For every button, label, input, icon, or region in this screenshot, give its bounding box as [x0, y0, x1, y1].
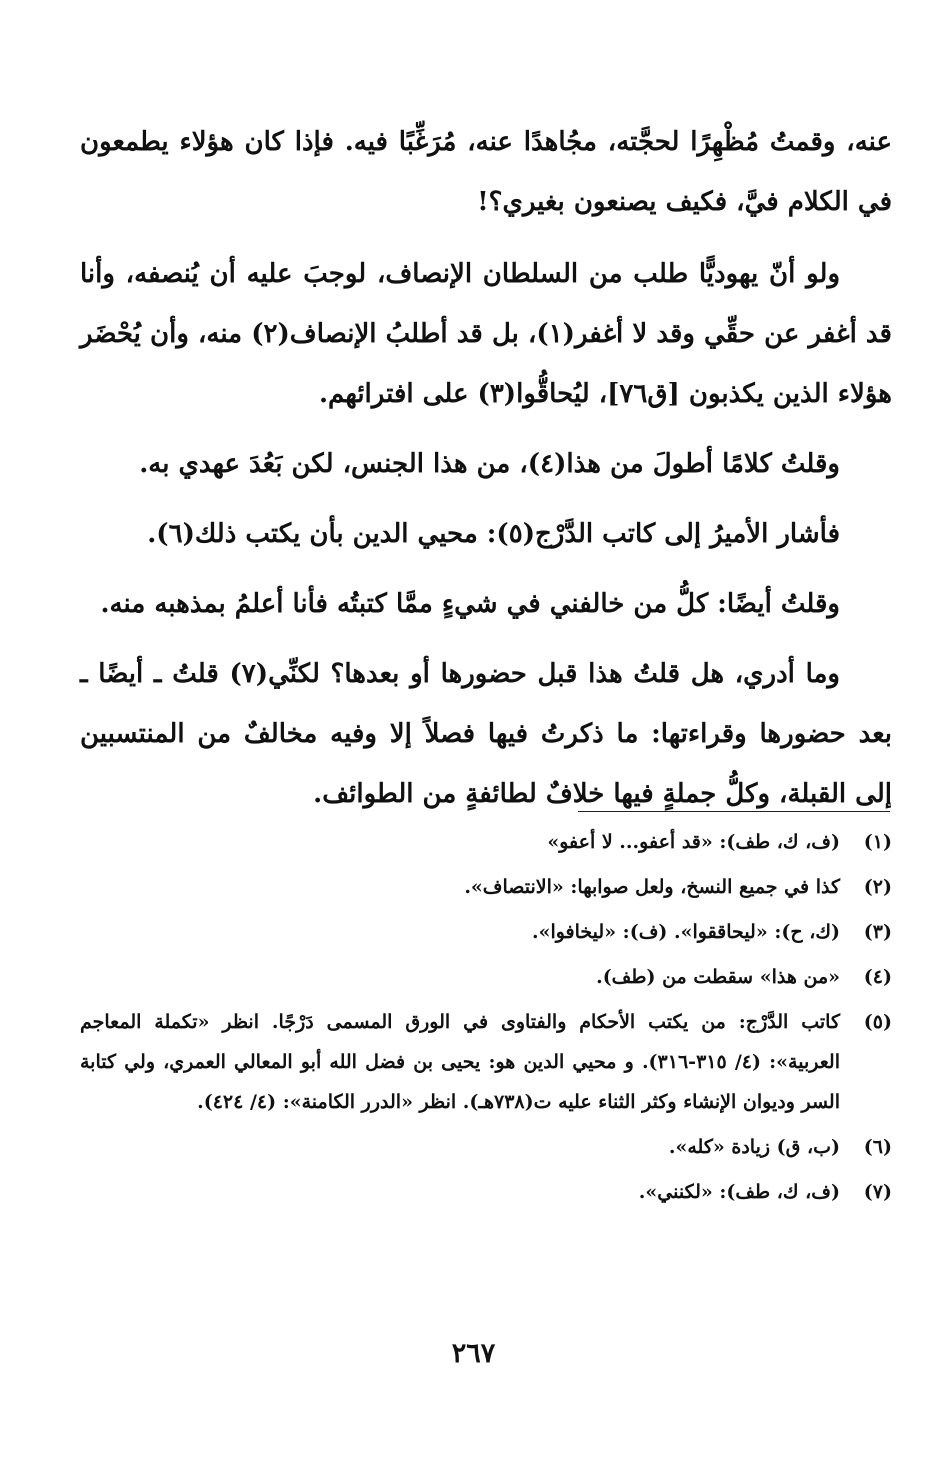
paragraph: فأشار الأميرُ إلى كاتب الدَّرْج(٥): محيي الدين بأن يكتب ذلك(٦). [147, 519, 840, 549]
footnote [80, 1172, 892, 1212]
footnote-divider [578, 811, 890, 812]
footnote [80, 957, 892, 997]
footnote-text: (ك، ح): «ليحاققوا». (ف): «ليخافوا». [531, 921, 840, 943]
footnotes [80, 822, 892, 1217]
footnote-text: كذا في جميع النسخ، ولعل صوابها: «الانتصاف». [464, 876, 840, 898]
paragraph: عنه، وقمتُ مُظْهِرًا لحجَّته، مجُاهدًا عنه، مُرَغِّبًا فيه. فإذا كان هؤلاء يطمعون في الكلام فيَّ، فكيف يصنعون بغيري؟! [80, 127, 892, 217]
footnote-number: (٤) [863, 966, 892, 988]
footnote-number: (٥) [863, 1011, 892, 1033]
footnote [80, 1002, 892, 1122]
footnote-text: «من هذا» سقطت من (طف). [596, 966, 840, 988]
footnote [80, 1127, 892, 1167]
footnote-number: (٢) [863, 876, 892, 898]
footnote-text: (ب، ق) زيادة «كله». [668, 1136, 840, 1158]
footnote-number: (٣) [863, 921, 892, 943]
footnote-number: (١) [863, 831, 892, 853]
footnote-number: (٦) [863, 1136, 892, 1158]
footnote-number: (٧) [863, 1181, 892, 1203]
main-text [80, 112, 892, 834]
paragraph: وما أدري، هل قلتُ هذا قبل حضورها أو بعدها؟ لكنِّي(٧) قلتُ ـ أيضًا ـ بعد حضورها وقراءتها: ما ذكرتُ فيها فصلاً إلا وفيه مخالفٌ من المنتسبين إلى القبلة، وكلُّ جملةٍ فيها خلافٌ لطائفةٍ من الطوائف. [80, 659, 892, 809]
page-number: ٢٦٧ [451, 1338, 496, 1369]
paragraph: وقلتُ كلامًا أطولَ من هذا(٤)، من هذا الجنس، لكن بَعُدَ عهدي به. [139, 449, 840, 479]
paragraph: وقلتُ أيضًا: كلُّ من خالفني في شيءٍ ممَّا كتبتُه فأنا أعلمُ بمذهبه منه. [100, 589, 840, 619]
paragraph: ولو أنّ يهوديًّا طلب من السلطان الإنصاف، لوجبَ عليه أن يُنصفه، وأنا قد أغفر عن حقِّي وقد لا أغفر(١)، بل قد أطلبُ الإنصاف(٢) منه، وأن يُحْضَر هؤلاء الذين يكذبون [ق٧٦]، ليُحاقُّوا(٣) على افترائهم. [80, 259, 892, 409]
footnote [80, 822, 892, 862]
footnote-text: (ف، ك، طف): «لكنني». [638, 1181, 840, 1203]
footnote [80, 912, 892, 952]
footnote-text: كاتب الدَّرْج: من يكتب الأحكام والفتاوى في الورق المسمى دَرْجًا. انظر «تكملة المعاجم العربية»: (٤/ ٣١٥-٣١٦). و محيي الدين هو: يحيى بن فضل الله أبو المعالي العمري، ولي كتابة السر وديوان الإنشاء وكثر الثناء عليه ت(٧٣٨هـ). انظر «الدرر الكامنة»: (٤/ ٤٢٤). [80, 1011, 840, 1113]
footnote [80, 867, 892, 907]
footnote-text: (ف، ك، طف): «قد أعفو... لا أعفو» [547, 831, 840, 853]
